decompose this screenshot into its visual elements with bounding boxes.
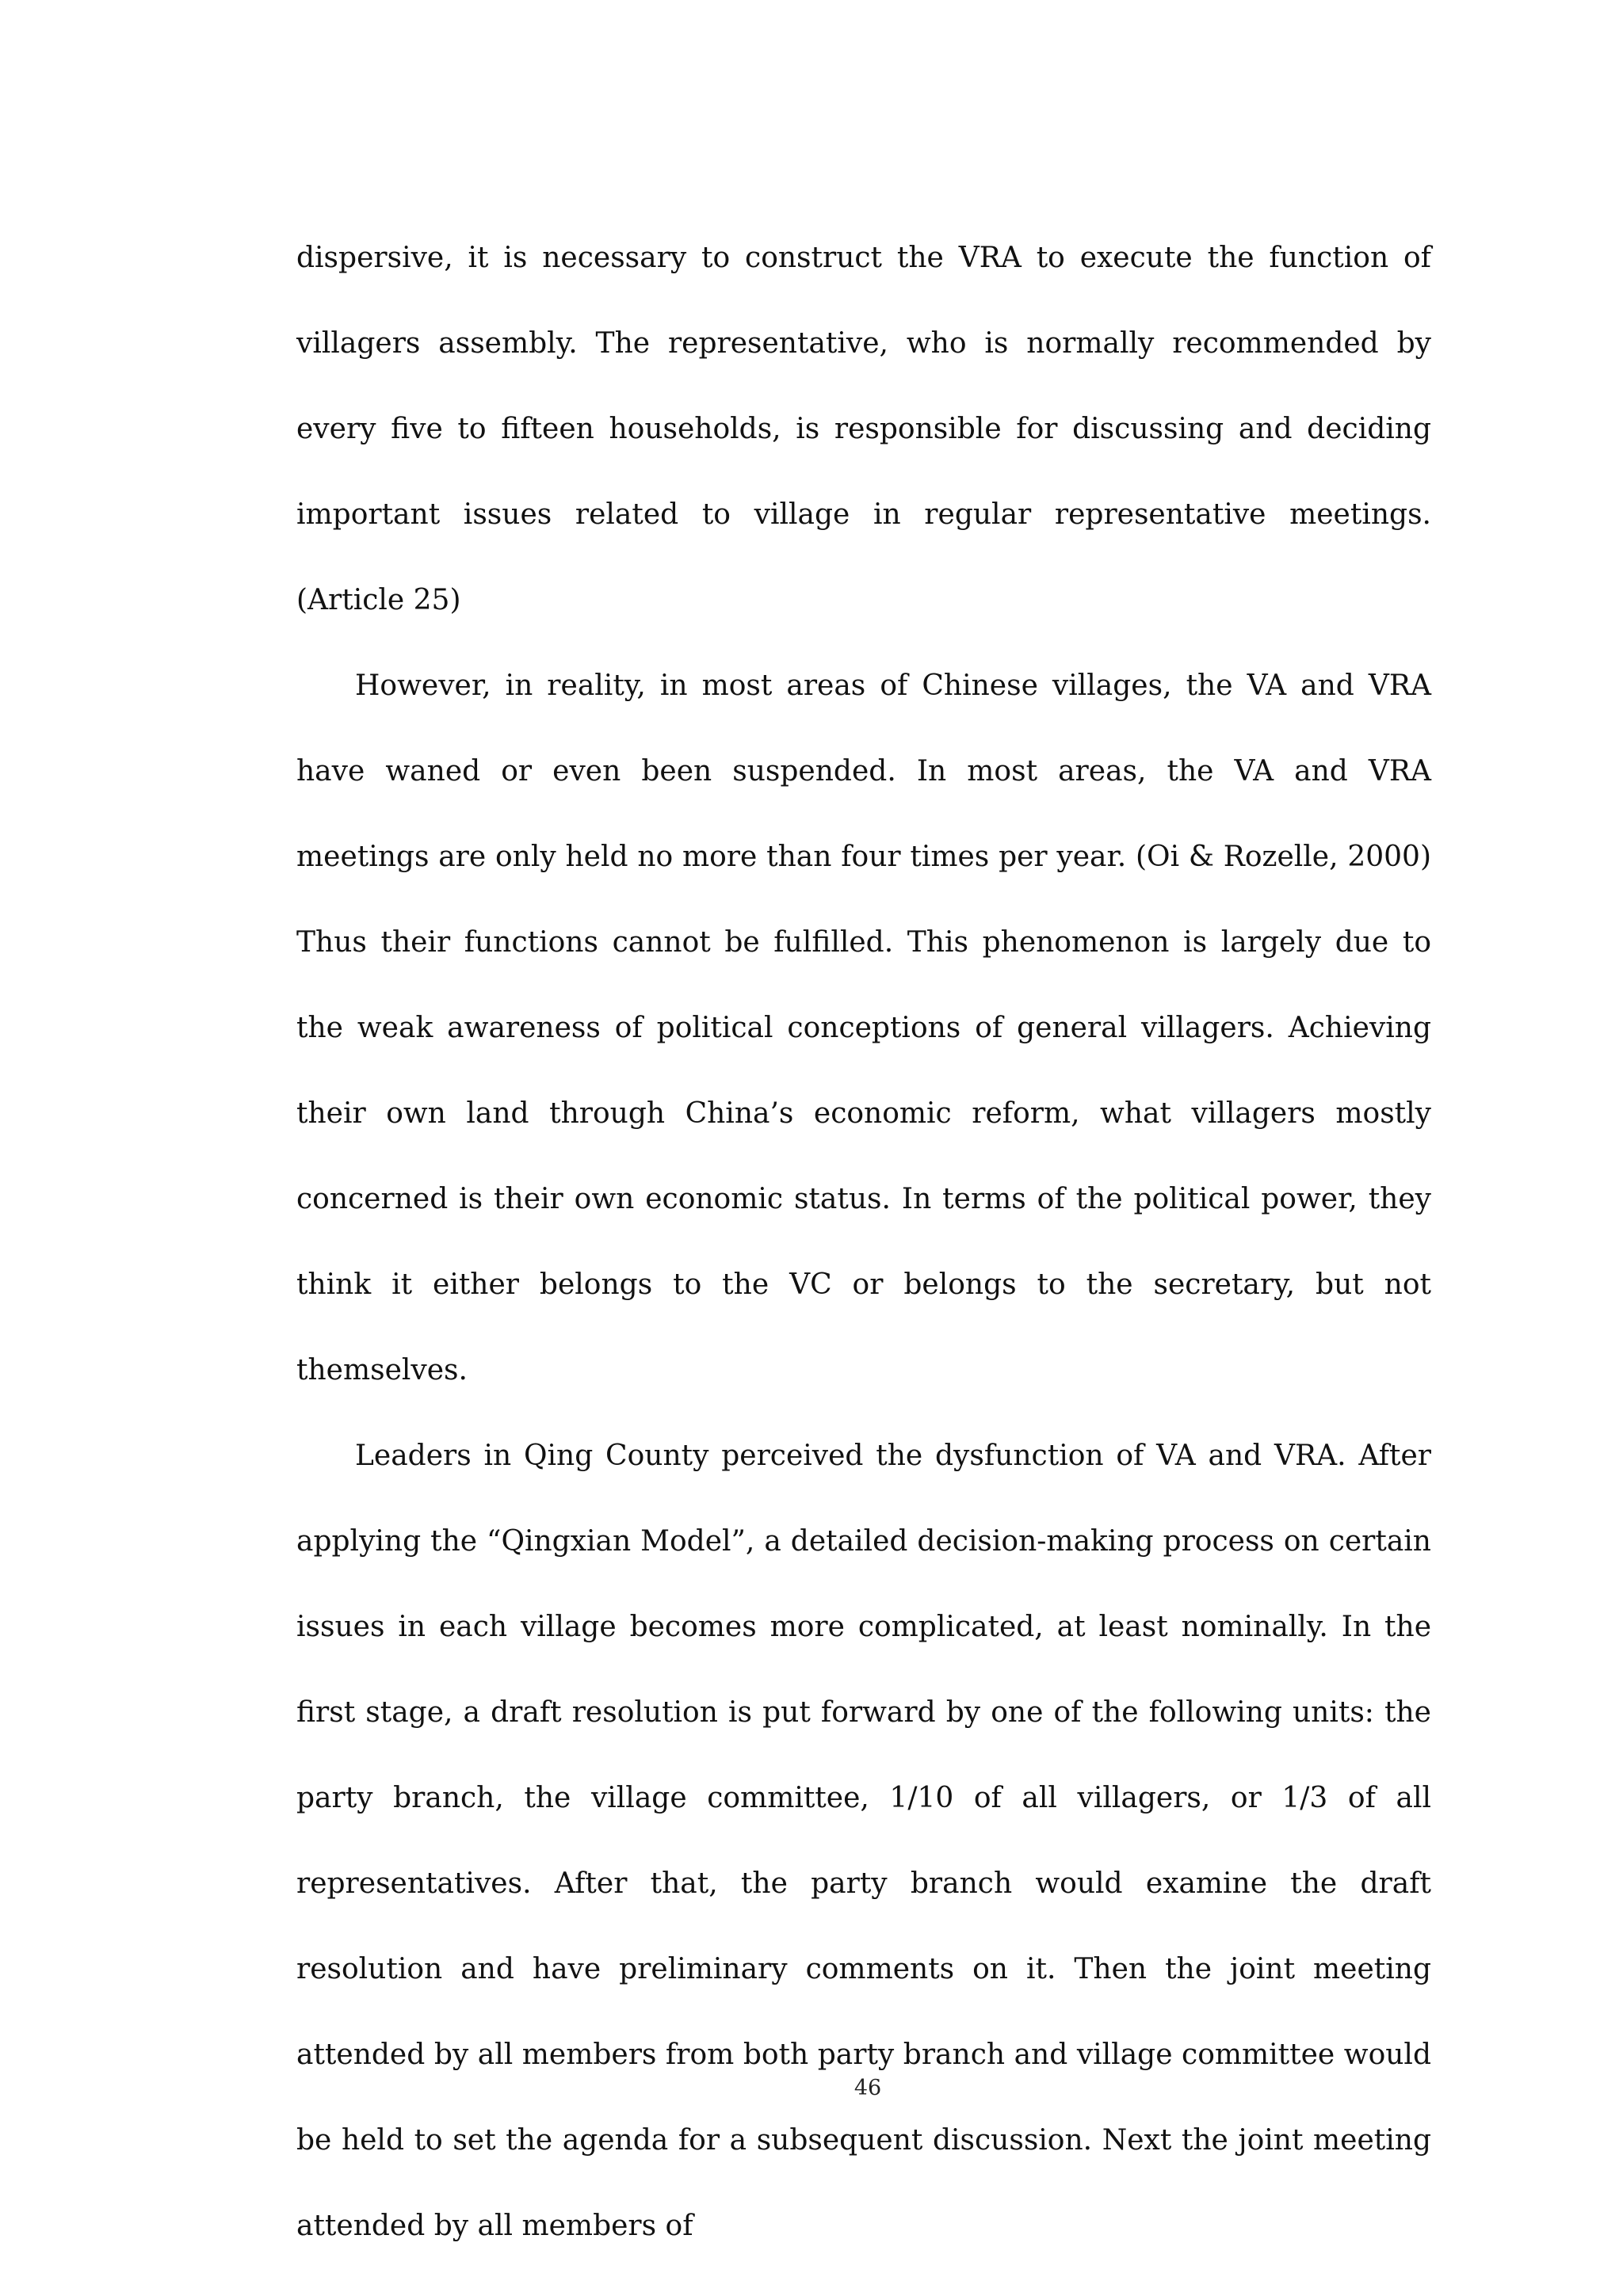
page-number: 46 <box>854 2076 882 2100</box>
paragraph-qing-county: Leaders in Qing County perceived the dysfunction of VA and VRA. After applying the “Qingxian Model”, a detailed decision-making process on certain issues in each village becomes more complicated, at least nominally. In the first stage, a draft resolution is put forward by one of the following units: the party branch, the village committee, 1/10 of all villagers, or 1/3 of all representatives. After that, the party branch would examine the draft resolution and have preliminary comments on it. Then the joint meeting attended by all members from both party branch and village committee would be held to set the agenda for a subsequent discussion. Next the joint meeting attended by all members of <box>296 1440 1431 2242</box>
body-text <box>296 215 1431 2269</box>
paragraph-va-vra-waned: However, in reality, in most areas of Chinese villages, the VA and VRA have waned or even been suspended. In most areas, the VA and VRA meetings are only held no more than four times per year. (Oi & Rozelle, 2000) Thus their functions cannot be fulfilled. This phenomenon is largely due to the weak awareness of political conceptions of general villagers. Achieving their own land through China’s economic reform, what villagers mostly concerned is their own economic status. In terms of the political power, they think it either belongs to the VC or belongs to the secretary, but not themselves. <box>296 669 1431 1386</box>
paragraph-continuation: dispersive, it is necessary to construct the VRA to execute the function of villagers assembly. The representative, who is normally recommended by every five to fifteen households, is responsible for discussing and deciding important issues related to village in regular representative meetings. (Article 25) <box>296 242 1431 616</box>
